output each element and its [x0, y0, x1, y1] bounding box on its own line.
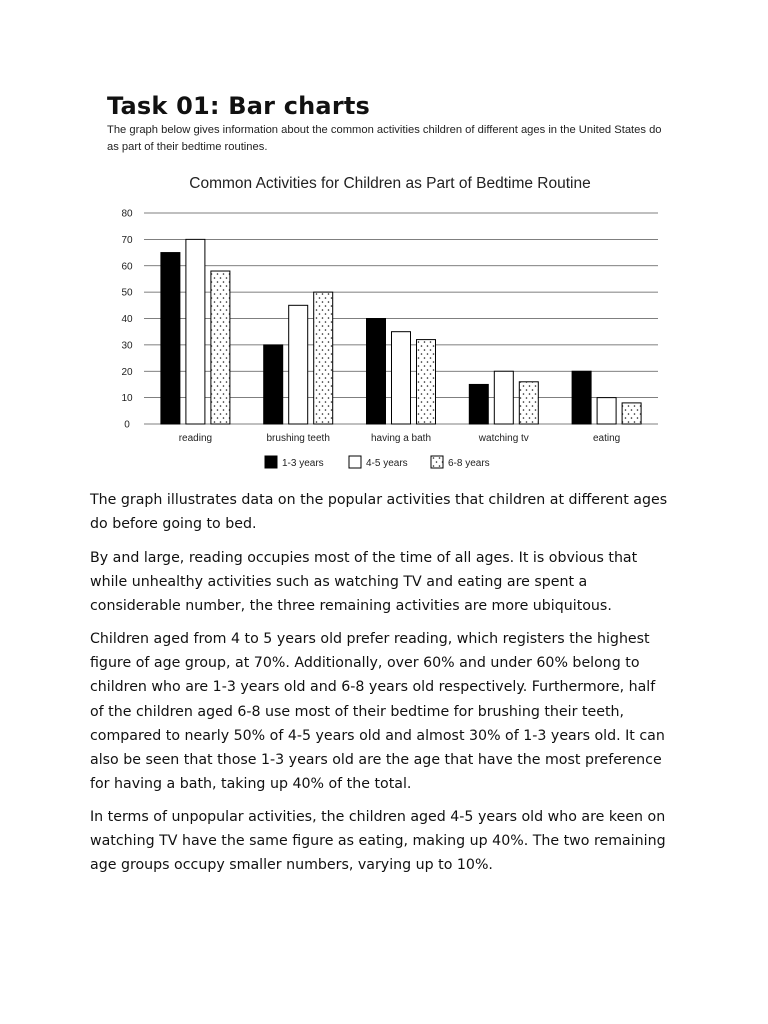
y-tick-label: 80: [121, 208, 133, 220]
bar-watching-tv-4-5-years: [494, 371, 513, 424]
paragraph-unpopular: In terms of unpopular activities, the children aged 4-5 years old who are keen on watching TV have the same figure as eating, making up 40%. The two remaining age groups occupy smaller numbers, varying up to 10%.: [90, 809, 666, 874]
paragraph-overview: By and large, reading occupies most of the time of all ages. It is obvious that while unhealthy activities such as watching TV and eating are spent a considerable number, the three remaining activities are more ubiquitous.: [90, 550, 638, 615]
y-tick-label: 60: [121, 261, 133, 273]
legend-swatch: [431, 456, 443, 468]
bar-eating-4-5-years: [597, 398, 616, 424]
task-description: The graph below gives information about the common activities children of different ages in the United States do as part of their bedtime routines.: [107, 124, 662, 153]
bar-having-a-bath-6-8-years: [417, 340, 436, 424]
y-tick-label: 70: [121, 234, 133, 246]
y-tick-label: 30: [121, 340, 133, 352]
bar-brushing-teeth-6-8-years: [314, 292, 333, 424]
bar-reading-4-5-years: [186, 239, 205, 424]
paragraph-intro: The graph illustrates data on the popular activities that children at different ages do before going to bed.: [90, 492, 668, 533]
legend-label: 1-3 years: [282, 458, 324, 469]
bar-watching-tv-6-8-years: [519, 382, 538, 424]
bar-chart: [0, 0, 768, 480]
bar-eating-1-3-years: [572, 371, 591, 424]
x-category-label: having a bath: [370, 433, 432, 444]
x-category-label: brushing teeth: [266, 433, 330, 444]
legend-swatch: [349, 456, 361, 468]
task-title: Task 01: Bar charts: [107, 92, 371, 120]
y-tick-label: 20: [121, 366, 133, 378]
y-tick-label: 50: [121, 287, 133, 299]
bar-eating-6-8-years: [622, 403, 641, 424]
bar-watching-tv-1-3-years: [469, 384, 488, 424]
x-category-label: reading: [178, 433, 213, 444]
bar-having-a-bath-1-3-years: [367, 319, 386, 425]
bar-having-a-bath-4-5-years: [392, 332, 411, 424]
legend-swatch: [265, 456, 277, 468]
y-tick-label: 0: [124, 419, 130, 431]
bar-brushing-teeth-1-3-years: [264, 345, 283, 424]
legend-label: 4-5 years: [366, 458, 408, 469]
bar-reading-6-8-years: [211, 271, 230, 424]
legend-label: 6-8 years: [448, 458, 490, 469]
chart-title: Common Activities for Children as Part of Bedtime Routine: [189, 175, 591, 192]
bar-reading-1-3-years: [161, 253, 180, 424]
y-tick-label: 10: [121, 393, 133, 405]
x-category-label: eating: [592, 433, 621, 444]
bar-brushing-teeth-4-5-years: [289, 305, 308, 424]
y-tick-label: 40: [121, 314, 133, 325]
x-category-label: watching tv: [478, 433, 529, 444]
paragraph-details: Children aged from 4 to 5 years old prefer reading, which registers the highest figure of age group, at 70%. Additionally, over 60% and under 60% belong to children who are 1-3 years old and 6-8 years old respectively. Furthermore, half of the children aged 6-8 use most of their bedtime for brushing their teeth, compared to nearly 50% of 4-5 years old and almost 30% of 1-3 years old. It can also be seen that those 1-3 years old are the age that have the most preference for having a bath, taking up 40% of the total.: [90, 631, 665, 793]
